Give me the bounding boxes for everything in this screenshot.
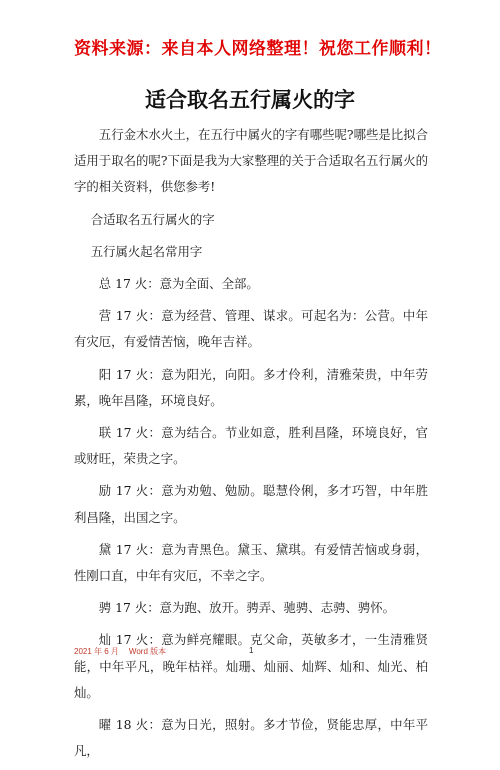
char-entry: 总 17 火：意为全面、全部。	[98, 276, 259, 292]
char-entry: 阳 17 火：意为阳光，向阳。多才伶利，清雅荣贵，中年劳累，晚年昌隆，环境良好。	[74, 366, 428, 408]
section-heading: 合适取名五行属火的字	[90, 211, 215, 227]
char-entry: 联 17 火：意为结合。节业如意，胜利昌隆，环境良好，官或财旺，荣贵之字。	[74, 425, 428, 467]
char-entry: 励 17 火：意为劝勉、勉励。聪慧伶俐，多才巧智，中年胜利昌隆，出国之字。	[74, 483, 428, 525]
char-entry: 黛 17 火：意为青黑色。黛玉、黛琪。有爱情苦恼或身弱，性刚口直，中年有灾厄，不幸之字。	[74, 541, 428, 584]
char-entry: 骋 17 火：意为跑、放开。骋弄、驰骋、志骋、骋怀。	[98, 600, 396, 616]
footer-date: 2021 年 6 月	[74, 647, 119, 656]
source-banner: 资料来源：来自本人网络整理！祝您工作顺利！	[74, 39, 442, 59]
char-entry: 营 17 火：意为经营、管理、谋求。可起名为：公营。中年有灾厄，有爱情苦恼，晚年吉祥。	[74, 308, 428, 350]
page-number: 1	[249, 646, 254, 655]
page-footer	[74, 646, 428, 660]
intro-paragraph: 五行金木水火土，在五行中属火的字有哪些呢?哪些是比拟合适用于取名的呢?下面是我为大家整理的关于合适取名五行属火的字的相关资料，供您参考!	[74, 127, 428, 195]
footer-left	[74, 646, 166, 657]
subsection-heading: 五行属火起名常用字	[90, 243, 203, 259]
page-title: 适合取名五行属火的字	[145, 88, 355, 112]
document-body	[74, 122, 428, 770]
char-entry: 灿 17 火：意为鲜亮耀眼。克父命，英敏多才，一生清雅贤能，中年平凡，晚年枯祥。灿珊、灿丽、灿辉、灿和、灿光、柏灿。	[74, 632, 428, 700]
footer-version: Word 版本	[128, 647, 167, 656]
char-entry: 曜 18 火：意为日光，照射。多才节俭，贤能忠厚，中年平凡，	[74, 717, 428, 759]
